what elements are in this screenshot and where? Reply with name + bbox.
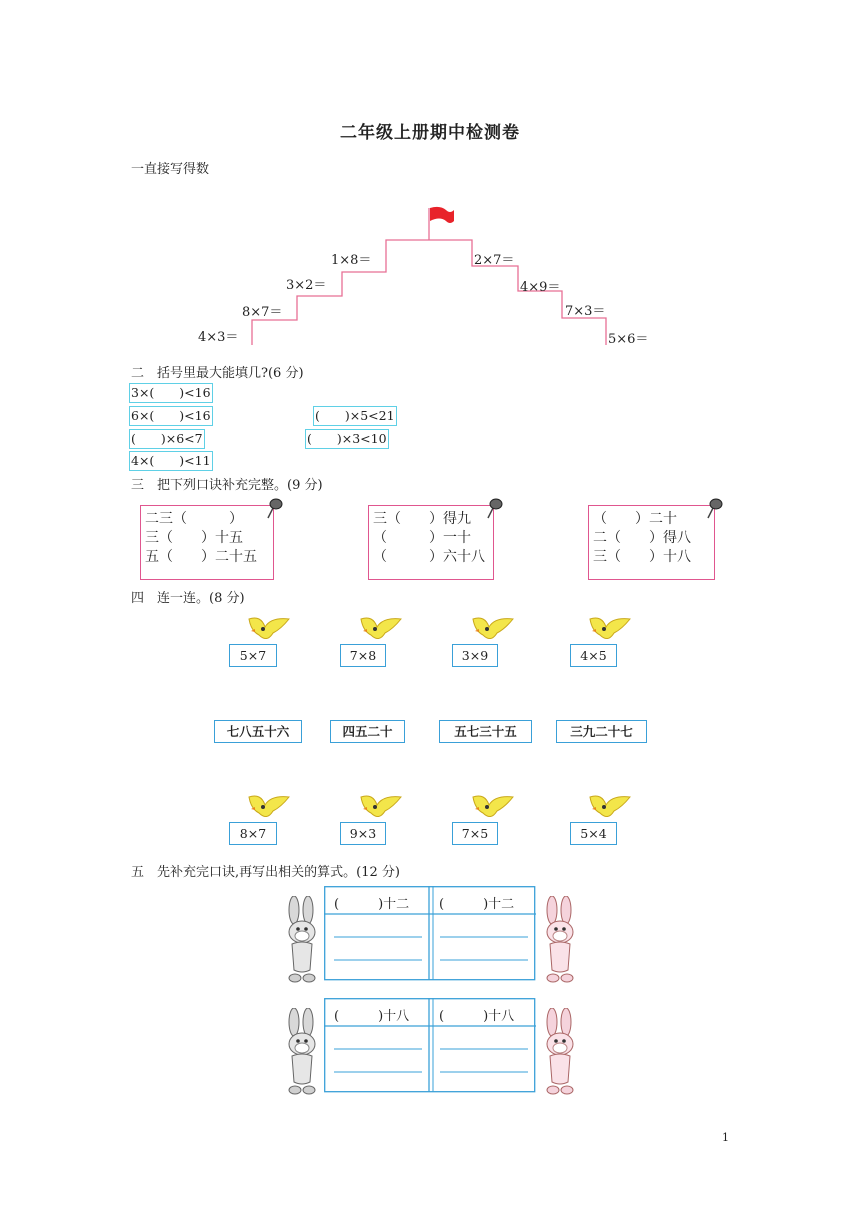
inequality-3: ( )×5<21 xyxy=(313,406,397,426)
page-title: 二年级上册期中检测卷 xyxy=(340,123,520,143)
staircase-diagram xyxy=(0,0,860,360)
table2-right-head: ( )十八 xyxy=(439,1009,515,1024)
bird-icon xyxy=(357,791,405,825)
stair-item-2: 8×7＝ xyxy=(242,305,283,320)
mnemonic-note-1 xyxy=(140,505,274,580)
mnemonic-box-4[interactable]: 三九二十七 xyxy=(556,720,647,743)
mnemonic-box-2[interactable]: 四五二十 xyxy=(330,720,405,743)
stair-item-5: 2×7＝ xyxy=(474,253,515,268)
mnemonic-note-3 xyxy=(588,505,715,580)
bird-icon xyxy=(586,791,634,825)
bird-icon xyxy=(245,613,293,647)
table1-left-head: ( )十二 xyxy=(334,897,410,912)
section2-heading: 二 括号里最大能填几?(6 分) xyxy=(131,366,304,381)
bottom-card-2[interactable]: 9×3 xyxy=(340,822,386,845)
note-line: （ ）二十 xyxy=(593,511,677,527)
section4-heading: 四 连一连。(8 分) xyxy=(131,591,245,606)
inequality-1: 3×( )<16 xyxy=(129,383,213,403)
note-line: 三（ ）十五 xyxy=(145,530,243,546)
table1-right-head: ( )十二 xyxy=(439,897,515,912)
bird-icon xyxy=(469,791,517,825)
note-line: （ ）六十八 xyxy=(373,549,485,565)
mnemonic-box-1[interactable]: 七八五十六 xyxy=(214,720,302,743)
mnemonic-note-2 xyxy=(368,505,494,580)
flag-icon xyxy=(430,207,454,223)
stair-item-8: 5×6＝ xyxy=(608,332,649,347)
bunny-icon xyxy=(280,1008,324,1096)
note-line: 二（ ）得八 xyxy=(593,530,691,546)
section1-heading: 一直接写得数 xyxy=(131,162,210,177)
note-line: 三（ ）十八 xyxy=(593,549,691,565)
pushpin-icon xyxy=(482,496,504,522)
top-card-4[interactable]: 4×5 xyxy=(570,644,617,667)
inequality-6: 4×( )<11 xyxy=(129,451,213,471)
note-line: 二三（ ） xyxy=(145,511,243,527)
mnemonic-box-3[interactable]: 五七三十五 xyxy=(439,720,532,743)
top-card-2[interactable]: 7×8 xyxy=(340,644,386,667)
bunny-icon xyxy=(280,896,324,984)
bird-icon xyxy=(469,613,517,647)
section5-heading: 五 先补充完口诀,再写出相关的算式。(12 分) xyxy=(131,865,400,880)
bird-icon xyxy=(245,791,293,825)
table2-left-head: ( )十八 xyxy=(334,1009,410,1024)
page-number: 1 xyxy=(722,1131,729,1144)
bottom-card-1[interactable]: 8×7 xyxy=(229,822,277,845)
note-line: 三（ ）得九 xyxy=(373,511,471,527)
stair-item-1: 4×3＝ xyxy=(198,330,239,345)
bottom-card-4[interactable]: 5×4 xyxy=(570,822,617,845)
pushpin-icon xyxy=(702,496,724,522)
top-card-3[interactable]: 3×9 xyxy=(452,644,498,667)
stair-item-6: 4×9＝ xyxy=(520,280,561,295)
stair-item-7: 7×3＝ xyxy=(565,304,606,319)
pushpin-icon xyxy=(262,496,284,522)
inequality-5: ( )×3<10 xyxy=(305,429,389,449)
bird-icon xyxy=(357,613,405,647)
bunny-icon xyxy=(538,896,582,984)
inequality-4: ( )×6<7 xyxy=(129,429,205,449)
bird-icon xyxy=(586,613,634,647)
inequality-2: 6×( )<16 xyxy=(129,406,213,426)
stair-item-4: 1×8＝ xyxy=(331,253,372,268)
section3-heading: 三 把下列口诀补充完整。(9 分) xyxy=(131,478,323,493)
bottom-card-3[interactable]: 7×5 xyxy=(452,822,498,845)
stair-item-3: 3×2＝ xyxy=(286,278,327,293)
note-line: （ ）一十 xyxy=(373,530,471,546)
note-line: 五（ ）二十五 xyxy=(145,549,257,565)
top-card-1[interactable]: 5×7 xyxy=(229,644,277,667)
bunny-icon xyxy=(538,1008,582,1096)
